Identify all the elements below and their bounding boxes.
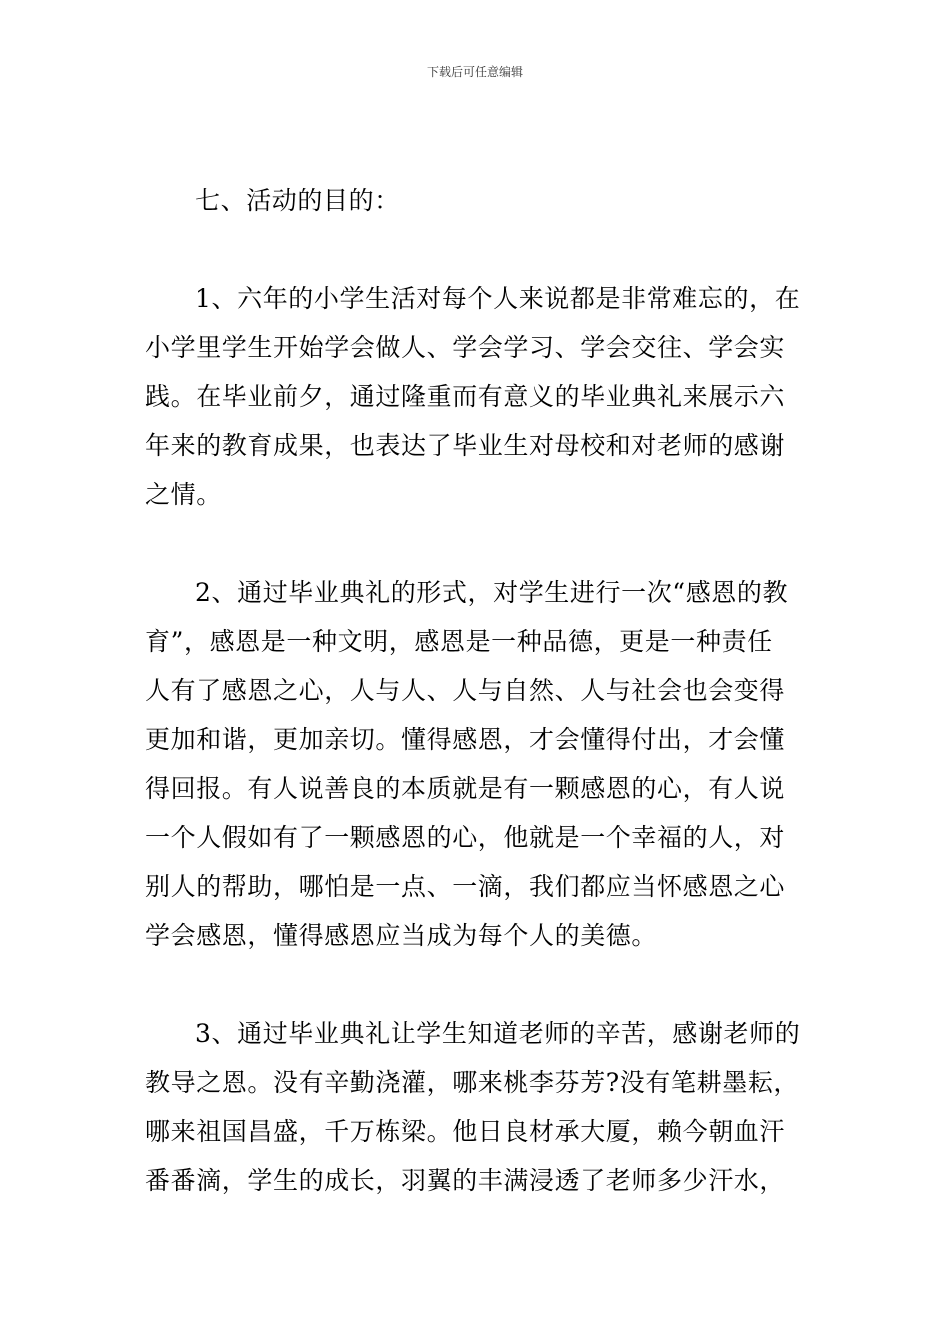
paragraph-line: 3、通过毕业典礼让学生知道老师的辛苦，感谢老师的: [195, 1019, 801, 1048]
paragraph-line: 一个人假如有了一颗感恩的心，他就是一个幸福的人，对: [145, 823, 786, 852]
page-header-note: 下载后可任意编辑: [426, 65, 523, 79]
paragraph-line: 育”，感恩是一种文明，感恩是一种品德，更是一种责任: [145, 627, 773, 656]
paragraph-line: 得回报。有人说善良的本质就是有一颗感恩的心，有人说: [145, 774, 786, 803]
paragraph-line: 别人的帮助，哪怕是一点、一滴，我们都应当怀感恩之心: [145, 872, 786, 901]
paragraph-spacer: [145, 960, 807, 1009]
paragraph-spacer: [145, 225, 807, 274]
paragraph-line: 年来的教育成果，也表达了毕业生对母校和对老师的感谢: [145, 431, 786, 460]
section-heading: 七、活动的目的：: [195, 186, 400, 215]
paragraph-line: 更加和谐，更加亲切。懂得感恩，才会懂得付出，才会懂: [145, 725, 786, 754]
paragraph-line: 教导之恩。没有辛勤浇灌，哪来桃李芬芳?没有笔耕墨耘，: [145, 1068, 800, 1097]
paragraph-line: 2、通过毕业典礼的形式，对学生进行一次“感恩的教: [195, 578, 789, 607]
paragraph-3: [145, 1009, 807, 1205]
paragraph-line: 人有了感恩之心，人与人、人与自然、人与社会也会变得: [145, 676, 786, 705]
document-body: [145, 176, 807, 1205]
paragraph-2: [145, 568, 807, 960]
paragraph-spacer: [145, 519, 807, 568]
paragraph-line: 学会感恩，懂得感恩应当成为每个人的美德。: [145, 921, 658, 950]
paragraph-line: 1、六年的小学生活对每个人来说都是非常难忘的，在: [195, 284, 801, 313]
paragraph-line: 番番滴，学生的成长，羽翼的丰满浸透了老师多少汗水，: [145, 1166, 786, 1195]
paragraph-line: 践。在毕业前夕，通过隆重而有意义的毕业典礼来展示六: [145, 382, 786, 411]
paragraph-line: 之情。: [145, 480, 222, 509]
paragraph-line: 小学里学生开始学会做人、学会学习、学会交往、学会实: [145, 333, 786, 362]
paragraph-1: [145, 274, 807, 519]
paragraph-line: 哪来祖国昌盛，千万栋梁。他日良材承大厦，赖今朝血汗: [145, 1117, 786, 1146]
